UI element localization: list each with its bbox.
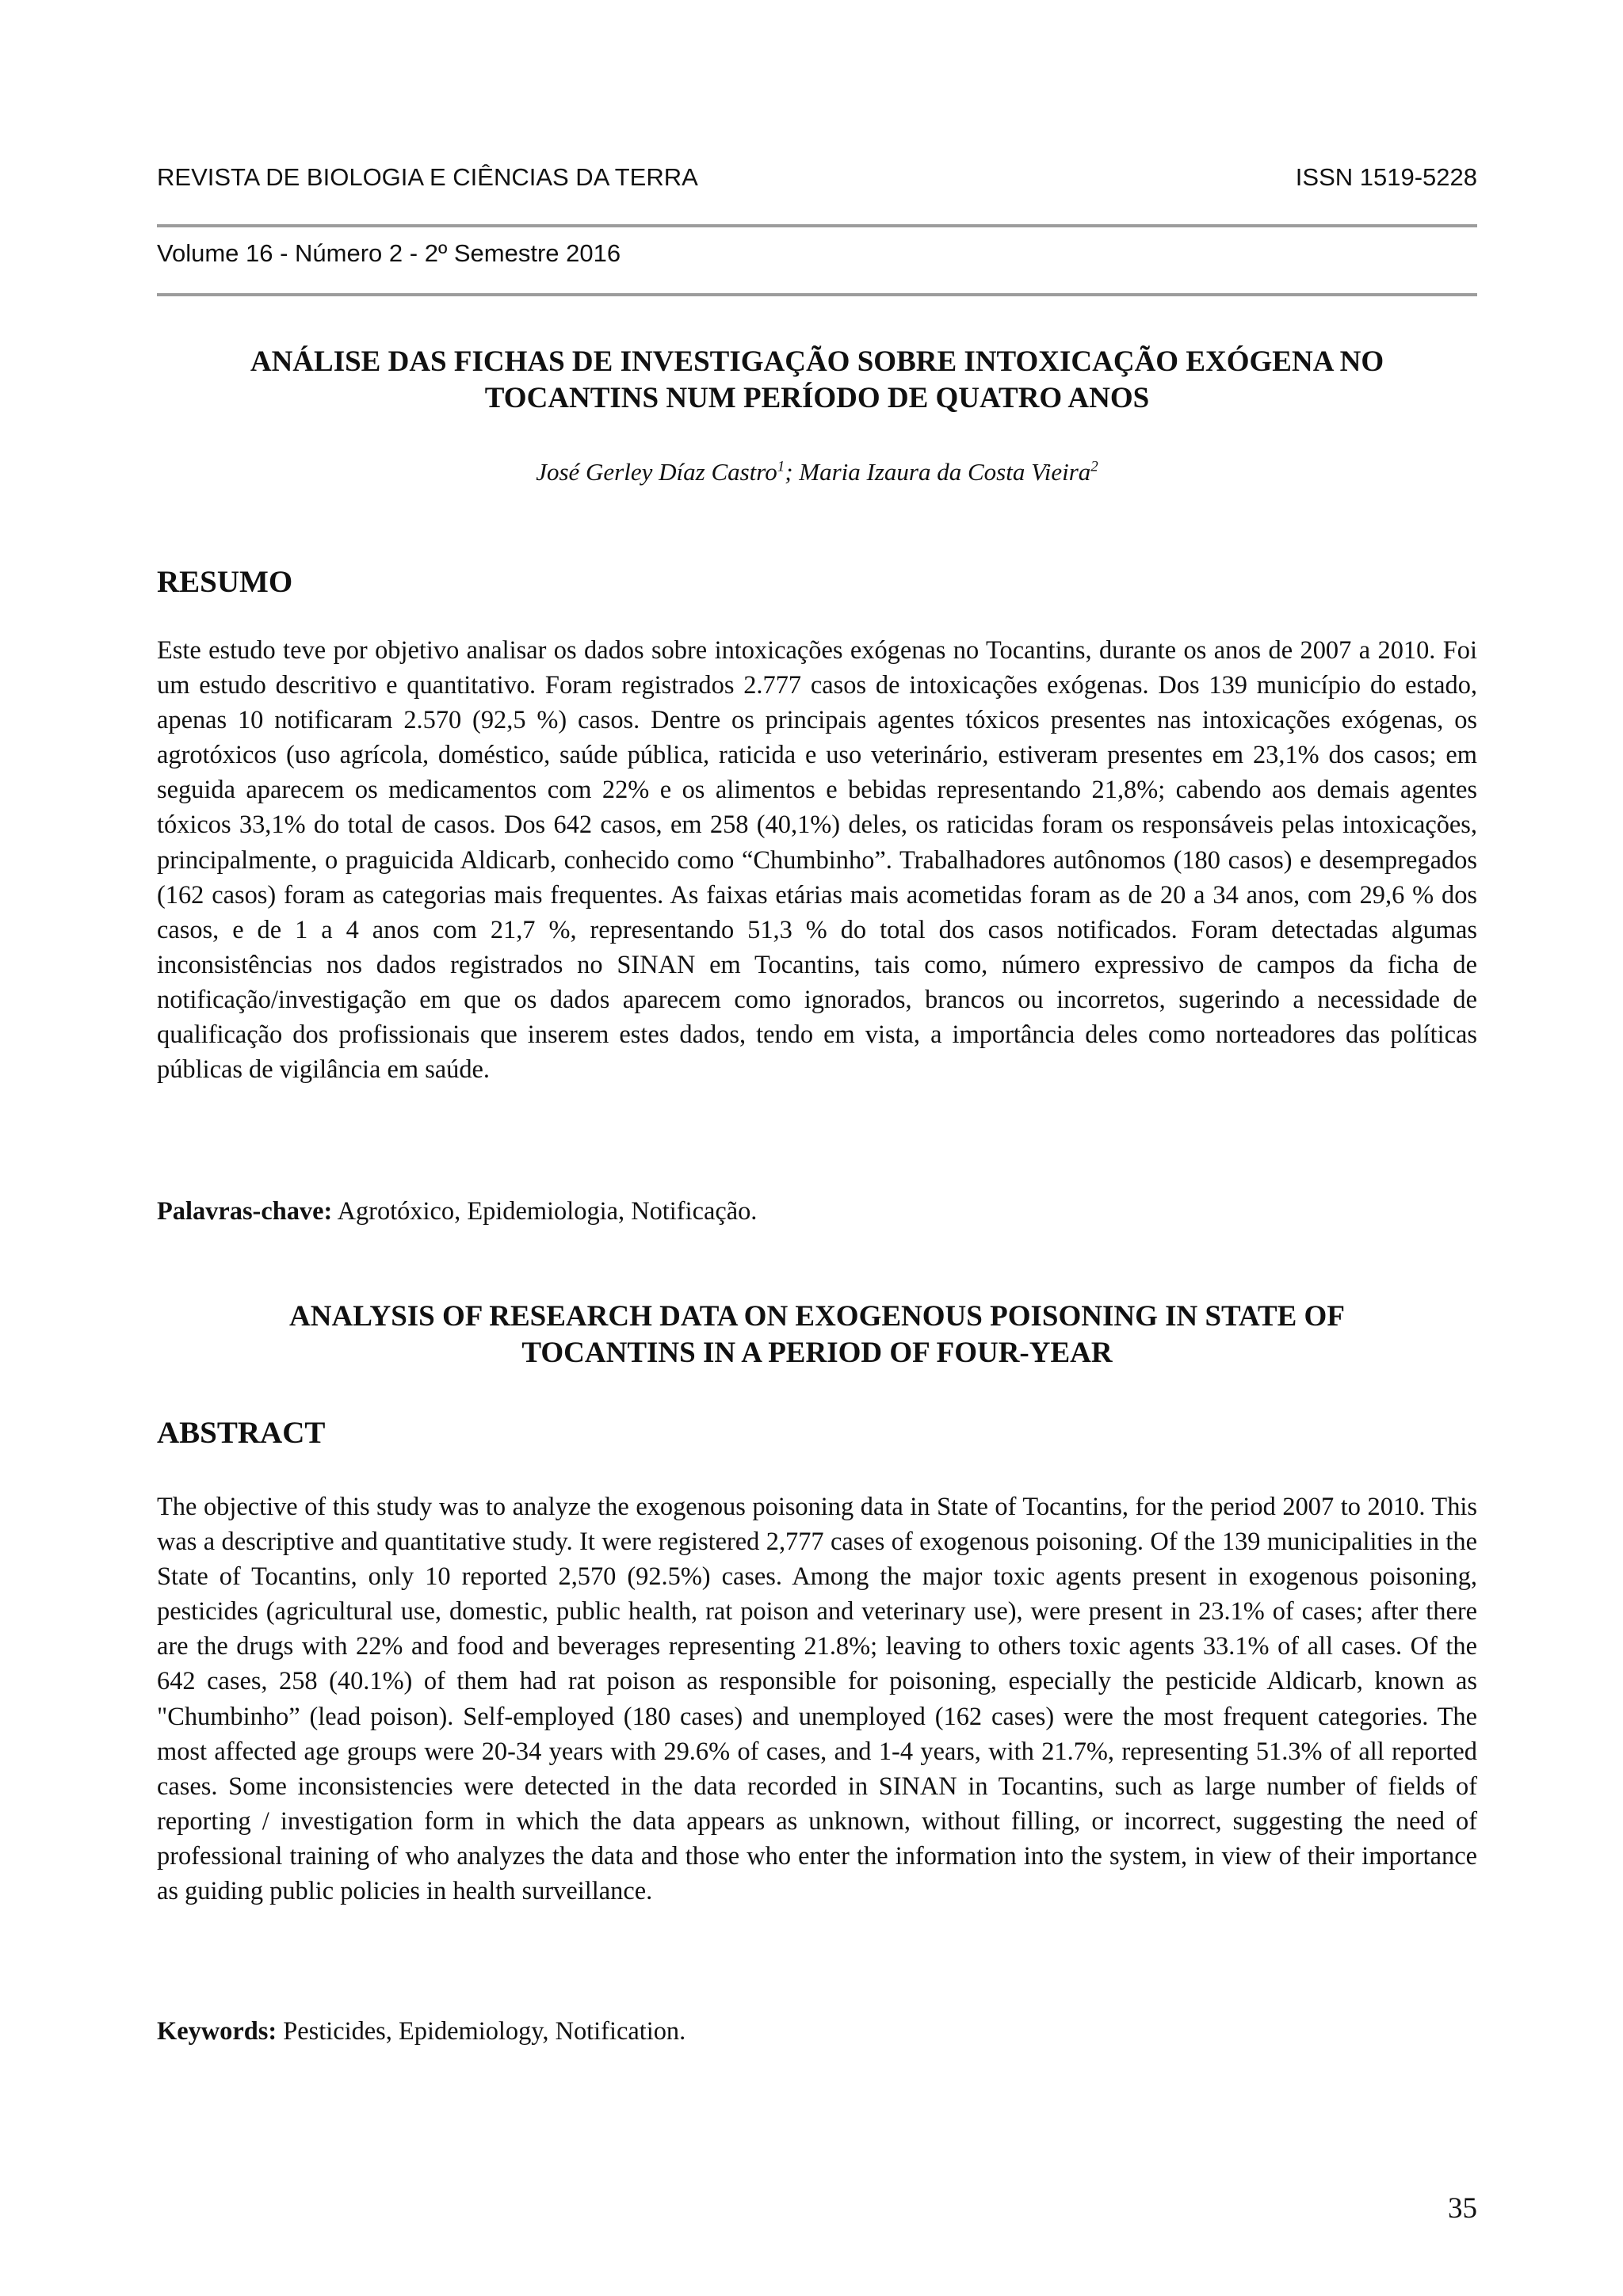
article-title-en-line1: ANALYSIS OF RESEARCH DATA ON EXOGENOUS POISONING IN STATE OF bbox=[289, 1300, 1345, 1333]
keywords-pt bbox=[157, 1194, 757, 1229]
resumo-heading: RESUMO bbox=[157, 565, 293, 599]
article-title-en bbox=[157, 1299, 1477, 1371]
article-title-pt bbox=[157, 344, 1477, 417]
header-divider-bottom bbox=[157, 293, 1477, 296]
journal-name: REVISTA DE BIOLOGIA E CIÊNCIAS DA TERRA bbox=[157, 163, 698, 191]
author-name: José Gerley Díaz Castro bbox=[536, 458, 777, 486]
page-number: 35 bbox=[1448, 2192, 1477, 2225]
keywords-en bbox=[157, 2014, 685, 2049]
keywords-en-label: Keywords: bbox=[157, 2017, 277, 2046]
author-list bbox=[157, 456, 1477, 488]
article-title-pt-line1: ANÁLISE DAS FICHAS DE INVESTIGAÇÃO SOBRE INTOXICAÇÃO EXÓGENA NO bbox=[250, 345, 1384, 378]
author-affiliation-marker: 1 bbox=[777, 458, 785, 475]
abstract-heading: ABSTRACT bbox=[157, 1416, 326, 1450]
volume-info: Volume 16 - Número 2 - 2º Semestre 2016 bbox=[157, 239, 621, 267]
abstract-paragraph: The objective of this study was to analyze the exogenous poisoning data in State of Tocantins, for the period 2007 to 2010. This was a descriptive and quantitative study. It were registered 2,777 cases of exogenous poisoning. Of the 139 municipalities in the State of Tocantins, only 10 reported 2,570 (92.5%) cases. Among the major toxic agents present in exogenous poisoning, pesticides (agricultural use, domestic, public health, rat poison and veterinary use), were present in 23.1% of cases; after there are the drugs with 22% and food and beverages representing 21.8%; leaving to others toxic agents 33.1% of all cases. Of the 642 cases, 258 (40.1%) of them had rat poison as responsible for poisoning, especially the pesticide Aldicarb, known as "Chumbinho” (lead poison). Self-employed (180 cases) and unemployed (162 cases) were the most frequent categories. The most affected age groups were 20-34 years with 29.6% of cases, and 1-4 years, with 21.7%, representing 51.3% of all reported cases. Some inconsistencies were detected in the data recorded in SINAN in Tocantins, such as large number of fields of reporting / investigation form in which the data appears as unknown, without filling, or incorrect, suggesting the need of professional training of who analyzes the data and those who enter the information into the system, in view of their importance as guiding public policies in health surveillance. bbox=[157, 1493, 1477, 1906]
article-title-en-line2: TOCANTINS IN A PERIOD OF FOUR-YEAR bbox=[521, 1337, 1113, 1369]
keywords-pt-label: Palavras-chave: bbox=[157, 1197, 333, 1226]
author-separator: ; bbox=[785, 458, 800, 486]
header-divider-top bbox=[157, 224, 1477, 227]
journal-page bbox=[157, 0, 1477, 2296]
keywords-pt-values: Agrotóxico, Epidemiologia, Notificação. bbox=[332, 1197, 758, 1226]
keywords-en-values: Pesticides, Epidemiology, Notification. bbox=[277, 2017, 686, 2046]
running-header bbox=[157, 162, 1477, 193]
author-affiliation-marker: 2 bbox=[1090, 458, 1098, 475]
issn-label: ISSN 1519-5228 bbox=[1295, 163, 1477, 191]
article-title-pt-line2: TOCANTINS NUM PERÍODO DE QUATRO ANOS bbox=[484, 382, 1150, 414]
resumo-paragraph: Este estudo teve por objetivo analisar os dados sobre intoxicações exógenas no Tocantins, durante os anos de 2007 a 2010. Foi um estudo descritivo e quantitativo. Foram registrados 2.777 casos de intoxicações exógenas. Dos 139 município do estado, apenas 10 notificaram 2.570 (92,5 %) casos. Dentre os principais agentes tóxicos presentes nas intoxicações exógenas, os agrotóxicos (uso agrícola, doméstico, saúde pública, raticida e uso veterinário, estiveram presentes em 23,1% dos casos; em seguida aparecem os medicamentos com 22% e os alimentos e bebidas representando 21,8%; cabendo aos demais agentes tóxicos 33,1% do total de casos. Dos 642 casos, em 258 (40,1%) deles, os raticidas foram os responsáveis pelas intoxicações, principalmente, o praguicida Aldicarb, conhecido como “Chumbinho”. Trabalhadores autônomos (180 casos) e desempregados (162 casos) foram as categorias mais frequentes. As faixas etárias mais acometidas foram as de 20 a 34 anos, com 29,6 % dos casos, e de 1 a 4 anos com 21,7 %, representando 51,3 % do total dos casos notificados. Foram detectadas algumas inconsistências nos dados registrados no SINAN em Tocantins, tais como, número expressivo de campos da ficha de notificação/investigação em que os dados aparecem como ignorados, brancos ou incorretos, sugerindo a necessidade de qualificação dos profissionais que inserem estes dados, tendo em vista, a importância deles como norteadores das políticas públicas de vigilância em saúde. bbox=[157, 636, 1477, 1085]
author-name: Maria Izaura da Costa Vieira bbox=[799, 458, 1091, 486]
